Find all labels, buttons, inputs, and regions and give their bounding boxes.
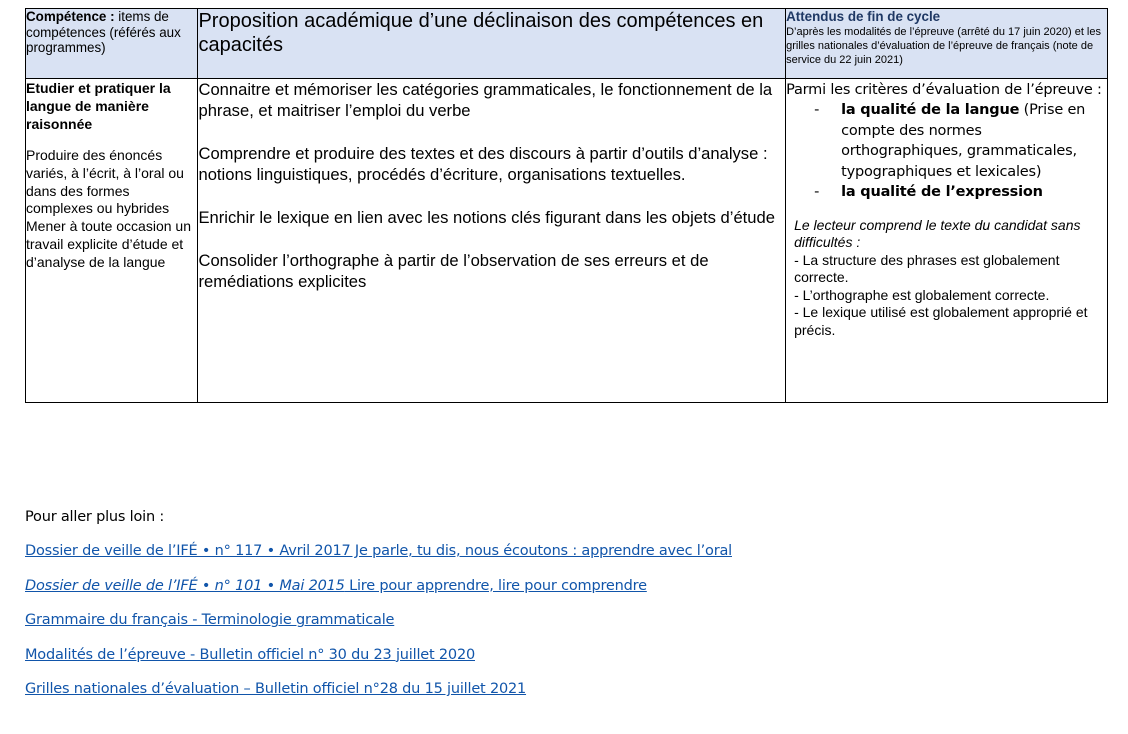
lecteur-block bbox=[794, 217, 1107, 340]
capacite-paragraph: Connaitre et mémoriser les catégories grammaticales, le fonctionnement de la phrase, et maitriser l’emploi du verbe bbox=[198, 80, 773, 120]
attendus-cell bbox=[786, 79, 1108, 403]
link-text: Modalités de l’épreuve - Bulletin officiel n° 30 du 23 juillet 2020 bbox=[25, 646, 475, 663]
criteria-item bbox=[786, 100, 1107, 182]
table-row bbox=[26, 79, 1108, 403]
link-grilles[interactable] bbox=[25, 679, 732, 699]
competence-title: Etudier et pratiquer la langue de manière raisonnée bbox=[26, 80, 171, 132]
link-dossier-117[interactable] bbox=[25, 541, 732, 561]
link-text: Grammaire du français - Terminologie grammaticale bbox=[25, 612, 395, 629]
criteria-item bbox=[786, 182, 1107, 203]
link-grammaire[interactable] bbox=[25, 610, 732, 630]
link-text: Dossier de veille de l’IFÉ • n° 117 • Avril 2017 Je parle, tu dis, nous écoutons : apprendre avec l’oral bbox=[25, 543, 732, 559]
criteria-intro: Parmi les critères d’évaluation de l’épreuve : bbox=[786, 82, 1102, 98]
header-competence-label: Compétence : bbox=[26, 9, 115, 24]
capacite-paragraph: Consolider l’orthographe à partir de l’observation de ses erreurs et de remédiations explicites bbox=[198, 251, 709, 291]
link-dossier-101[interactable] bbox=[25, 576, 732, 596]
criteria-bold: la qualité de l’expression bbox=[841, 184, 1043, 200]
header-attendus-subtitle: D’après les modalités de l’épreuve (arrêté du 17 juin 2020) et les grilles nationales d’évaluation de l’épreuve de français (note de service du 22 juin 2021) bbox=[786, 26, 1101, 66]
header-competence-desc: items de compétences (référés aux programmes) bbox=[26, 9, 181, 55]
bullet-dash: - bbox=[814, 184, 820, 200]
link-italic-part: Dossier de veille de l’IFÉ • n° 101 • Mai 2015 bbox=[25, 577, 345, 594]
header-proposition-title: Proposition académique d’une déclinaison des compétences en capacités bbox=[198, 10, 764, 56]
capacite-paragraph: Enrichir le lexique en lien avec les notions clés figurant dans les objets d’étude bbox=[198, 208, 775, 227]
header-attendus-cell bbox=[786, 9, 1108, 79]
criteria-detail: (Prise en compte des normes orthographiques, grammaticales, typographiques et lexicales) bbox=[841, 102, 1086, 180]
lecteur-item: - La structure des phrases est globalement correcte. bbox=[794, 251, 1060, 285]
lecteur-intro: Le lecteur comprend le texte du candidat sans difficultés : bbox=[794, 216, 1081, 250]
header-attendus-title: Attendus de fin de cycle bbox=[786, 9, 941, 24]
link-modalites[interactable] bbox=[25, 645, 732, 665]
further-reading-heading: Pour aller plus loin : bbox=[25, 509, 165, 525]
competence-cell bbox=[26, 79, 198, 403]
further-reading bbox=[25, 507, 732, 714]
link-text: Lire pour apprendre, lire pour comprendre bbox=[344, 577, 647, 594]
header-proposition-cell bbox=[198, 9, 786, 79]
lecteur-item: - L’orthographe est globalement correcte. bbox=[794, 286, 1050, 303]
competence-table bbox=[25, 8, 1108, 403]
table-header-row bbox=[26, 9, 1108, 79]
header-competence-cell bbox=[26, 9, 198, 79]
bullet-dash: - bbox=[814, 102, 820, 118]
capacite-paragraph: Comprendre et produire des textes et des discours à partir d’outils d’analyse : notions linguistiques, procédés d’écriture, organisations textuelles. bbox=[198, 144, 768, 184]
criteria-list bbox=[786, 100, 1107, 203]
competence-text: Produire des énoncés variés, à l’écrit, à l’oral ou dans des formes complexes ou hybrides Mener à toute occasion un travail explicite d’étude et d’analyse de la langue bbox=[26, 147, 191, 270]
capacites-cell bbox=[198, 79, 786, 403]
link-text: Grilles nationales d’évaluation – Bulletin officiel n°28 du 15 juillet 2021 bbox=[25, 681, 527, 698]
criteria-bold: la qualité de la langue bbox=[841, 102, 1020, 118]
lecteur-item: - Le lexique utilisé est globalement approprié et précis. bbox=[794, 304, 1088, 338]
